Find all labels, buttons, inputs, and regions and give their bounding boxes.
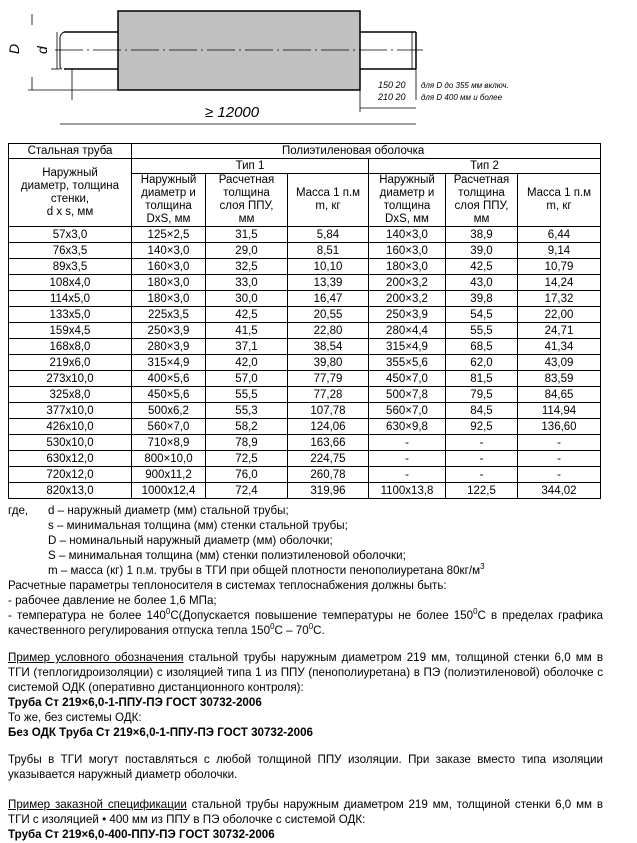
- legend-item: d – наружный диаметр (мм) стальной трубы;: [48, 504, 289, 517]
- table-cell: 10,10: [288, 259, 369, 275]
- table-cell: 560×7,0: [132, 419, 206, 435]
- table-cell: 5,84: [288, 227, 369, 243]
- table-cell: 32,5: [206, 259, 288, 275]
- table-cell: 55,5: [206, 387, 288, 403]
- table-cell: 31,5: [206, 227, 288, 243]
- table-cell: 9,14: [518, 243, 601, 259]
- table-cell: 16,47: [288, 291, 369, 307]
- table-cell: 200×3,2: [369, 275, 446, 291]
- table-cell: 900x11,2: [132, 467, 206, 483]
- table-cell: 377x10,0: [9, 403, 132, 419]
- label-d: d: [34, 46, 50, 54]
- table-cell: 224,75: [288, 451, 369, 467]
- table-cell: 43,09: [518, 355, 601, 371]
- table-cell: 84,5: [446, 403, 518, 419]
- table-cell: 30,0: [206, 291, 288, 307]
- table-cell: 39,80: [288, 355, 369, 371]
- table-cell: 77,28: [288, 387, 369, 403]
- table-cell: 260,78: [288, 467, 369, 483]
- legend: [8, 503, 603, 638]
- table-cell: 10,79: [518, 259, 601, 275]
- table-cell: 54,5: [446, 307, 518, 323]
- table-cell: 42,5: [206, 307, 288, 323]
- example1-text: стальной трубы наружным диаметром 219 мм, толщиной стенки 6,0 мм в ТГИ (теплогидроизоляции) с изоляцией типа 1 из ППУ (пенополиуретана) в ПЭ (полиэтиленовой) оболочке с системой ОДК (оперативно дистанционного контроля):: [8, 651, 603, 694]
- table-cell: 560×7,0: [369, 403, 446, 419]
- table-cell: 41,34: [518, 339, 601, 355]
- table-cell: 180×3,0: [132, 291, 206, 307]
- col-t2-mass: Масса 1 п.м m, кг: [518, 174, 601, 227]
- table-row: [9, 291, 601, 307]
- table-cell: 38,54: [288, 339, 369, 355]
- legend-item: D – номинальный наружный диаметр (мм) оболочки;: [48, 534, 333, 547]
- table-cell: 160×3,0: [132, 259, 206, 275]
- header-type2: Тип 2: [369, 159, 601, 174]
- col-t1-ppu: Расчетная толщина слоя ППУ, мм: [206, 174, 288, 227]
- table-cell: 720x12,0: [9, 467, 132, 483]
- legend-item: S – минимальная толщина (мм) стенки полиэтиленовой оболочки;: [48, 549, 406, 562]
- header-pe: Полиэтиленовая оболочка: [132, 144, 601, 159]
- pipe-spec-table: [8, 143, 601, 499]
- col-t2-ppu: Расчетная толщина слоя ППУ, мм: [446, 174, 518, 227]
- table-cell: 1100x13,8: [369, 483, 446, 499]
- table-row: [9, 419, 601, 435]
- table-cell: 225x3,5: [132, 307, 206, 323]
- table-cell: 315×4,9: [369, 339, 446, 355]
- table-cell: -: [518, 467, 601, 483]
- table-cell: 163,66: [288, 435, 369, 451]
- table-cell: 133x5,0: [9, 307, 132, 323]
- example1-title: Пример условного обозначения: [8, 651, 184, 664]
- table-cell: 820x13,0: [9, 483, 132, 499]
- table-cell: -: [446, 467, 518, 483]
- table-cell: 355×5,6: [369, 355, 446, 371]
- table-cell: 39,0: [446, 243, 518, 259]
- table-cell: -: [369, 451, 446, 467]
- table-cell: 500×7,8: [369, 387, 446, 403]
- table-cell: 180×3,0: [132, 275, 206, 291]
- table-cell: 17,32: [518, 291, 601, 307]
- table-row: [9, 259, 601, 275]
- table-cell: 140×3,0: [369, 227, 446, 243]
- table-cell: 114,94: [518, 403, 601, 419]
- table-cell: 72,5: [206, 451, 288, 467]
- table-row: [9, 275, 601, 291]
- legend-item: s – минимальная толщина (мм) стенки стальной трубы;: [48, 519, 348, 532]
- table-cell: 426x10,0: [9, 419, 132, 435]
- example1-same-without: То же, без системы ОДК:: [8, 711, 142, 724]
- table-cell: 79,5: [446, 387, 518, 403]
- table-cell: 107,78: [288, 403, 369, 419]
- table-cell: 81,5: [446, 371, 518, 387]
- table-cell: 400×5,6: [132, 371, 206, 387]
- legend-where: где,: [8, 504, 29, 517]
- table-cell: -: [446, 451, 518, 467]
- col-t1-dxs: Наружный диаметр и толщина DxS, мм: [132, 174, 206, 227]
- table-cell: 136,60: [518, 419, 601, 435]
- table-row: [9, 339, 601, 355]
- table-cell: 108x4,0: [9, 275, 132, 291]
- table-cell: 41,5: [206, 323, 288, 339]
- example2-title: Пример заказной спецификации: [8, 798, 187, 811]
- example-order: [8, 797, 603, 842]
- table-cell: 68,5: [446, 339, 518, 355]
- table-cell: 24,71: [518, 323, 601, 339]
- table-row: [9, 307, 601, 323]
- table-cell: 630x12,0: [9, 451, 132, 467]
- end-dim-1: 150 20: [378, 80, 406, 90]
- table-row: [9, 435, 601, 451]
- table-cell: 1000x12,4: [132, 483, 206, 499]
- example1-designation: Труба Ст 219×6,0-1-ППУ-ПЭ ГОСТ 30732-2006: [8, 696, 262, 709]
- header-steel: Стальная труба: [9, 144, 132, 159]
- table-cell: 55,5: [446, 323, 518, 339]
- table-cell: 280×3,9: [132, 339, 206, 355]
- table-cell: 42,0: [206, 355, 288, 371]
- example2-text: стальной трубы наружным диаметром 219 мм, толщиной стенки 6,0 мм в ТГИ с изоляцией • 400 мм из ППУ в ПЭ оболочке с системой ОДК:: [8, 798, 603, 826]
- table-row: [9, 403, 601, 419]
- table-cell: 39,8: [446, 291, 518, 307]
- table-cell: 114x5,0: [9, 291, 132, 307]
- table-cell: 76x3,5: [9, 243, 132, 259]
- pipe-drawing: [0, 0, 637, 140]
- table-cell: 800×10,0: [132, 451, 206, 467]
- end-note-2: для D 400 мм и более: [421, 93, 503, 102]
- legend-item: m – масса (кг) 1 п.м. трубы в ТГИ при общей плотности пенополиуретана $80кг/м^3$: [48, 562, 485, 577]
- table-row: [9, 467, 601, 483]
- table-cell: -: [446, 435, 518, 451]
- table-cell: 273x10,0: [9, 371, 132, 387]
- table-cell: 37,1: [206, 339, 288, 355]
- table-cell: 200×3,2: [369, 291, 446, 307]
- table-cell: 325x8,0: [9, 387, 132, 403]
- table-cell: 22,00: [518, 307, 601, 323]
- table-cell: 58,2: [206, 419, 288, 435]
- example-designation: [8, 650, 603, 740]
- example2-designation: Труба Ст 219×6,0-400-ППУ-ПЭ ГОСТ 30732-2006: [8, 828, 275, 841]
- table-cell: 125×2,5: [132, 227, 206, 243]
- table-cell: 122,5: [446, 483, 518, 499]
- table-cell: 8,51: [288, 243, 369, 259]
- table-cell: 450×5,6: [132, 387, 206, 403]
- table-row: [9, 451, 601, 467]
- table-cell: 168x8,0: [9, 339, 132, 355]
- table-cell: -: [518, 435, 601, 451]
- params-pressure: - рабочее давление не более 1,6 МПа;: [8, 594, 217, 607]
- table-cell: 124,06: [288, 419, 369, 435]
- table-row: [9, 387, 601, 403]
- table-cell: 33,0: [206, 275, 288, 291]
- table-row: [9, 243, 601, 259]
- table-cell: 710×8,9: [132, 435, 206, 451]
- table-cell: 78,9: [206, 435, 288, 451]
- table-cell: 344,02: [518, 483, 601, 499]
- label-D: D: [6, 43, 22, 54]
- params-temperature: - температура не более $140^0С(Допускается$ повышение температуры не более $150^0С$ в пределах графика качественного регулирования отпуска тепла $150^0С - 70^0С$.: [8, 607, 603, 637]
- table-row: [9, 227, 601, 243]
- table-cell: 319,96: [288, 483, 369, 499]
- table-cell: 530x10,0: [9, 435, 132, 451]
- table-cell: 89x3,5: [9, 259, 132, 275]
- table-cell: 250×3,9: [132, 323, 206, 339]
- col-steel-header: Наружный диаметр, толщина стенки, d x s, мм: [9, 159, 132, 227]
- end-dim-2: 210 20: [378, 92, 406, 102]
- col-t2-dxs: Наружный диаметр и толщина DxS, мм: [369, 174, 446, 227]
- table-cell: 250×3,9: [369, 307, 446, 323]
- table-cell: 92,5: [446, 419, 518, 435]
- table-cell: 83,59: [518, 371, 601, 387]
- table-cell: -: [369, 435, 446, 451]
- length-label: ≥ 12000: [205, 104, 260, 121]
- col-t1-mass: Масса 1 п.м m, кг: [288, 174, 369, 227]
- table-cell: 14,24: [518, 275, 601, 291]
- table-cell: 29,0: [206, 243, 288, 259]
- table-cell: 38,9: [446, 227, 518, 243]
- table-cell: 219x6,0: [9, 355, 132, 371]
- table-cell: 450×7,0: [369, 371, 446, 387]
- table-cell: -: [518, 451, 601, 467]
- table-cell: 43,0: [446, 275, 518, 291]
- table-row: [9, 355, 601, 371]
- table-cell: 6,44: [518, 227, 601, 243]
- table-cell: 160×3,0: [369, 243, 446, 259]
- table-cell: 72,4: [206, 483, 288, 499]
- header-type1: Тип 1: [132, 159, 369, 174]
- table-cell: 22,80: [288, 323, 369, 339]
- table-cell: -: [369, 467, 446, 483]
- table-row: [9, 323, 601, 339]
- table-cell: 280×4,4: [369, 323, 446, 339]
- table-cell: 315×4,9: [132, 355, 206, 371]
- table-cell: 62,0: [446, 355, 518, 371]
- table-cell: 140×3,0: [132, 243, 206, 259]
- table-cell: 77,79: [288, 371, 369, 387]
- table-cell: 84,65: [518, 387, 601, 403]
- pe-shell: [118, 11, 360, 90]
- table-cell: 159x4,5: [9, 323, 132, 339]
- note-thickness: Трубы в ТГИ могут поставляться с любой толщиной ППУ изоляции. При заказе вместо типа изоляции указывается наружный диаметр оболочки.: [8, 753, 603, 781]
- table-row: [9, 483, 601, 499]
- params-intro: Расчетные параметры теплоносителя в системах теплоснабжения должны быть:: [8, 579, 447, 592]
- table-cell: 180×3,0: [369, 259, 446, 275]
- table-cell: 500x6,2: [132, 403, 206, 419]
- table-cell: 57,0: [206, 371, 288, 387]
- table-cell: 630×9,8: [369, 419, 446, 435]
- example1-designation-no-odk: Без ОДК Труба Ст 219×6,0-1-ППУ-ПЭ ГОСТ 30732-2006: [8, 726, 313, 739]
- table-cell: 13,39: [288, 275, 369, 291]
- table-cell: 42,5: [446, 259, 518, 275]
- table-cell: 20,55: [288, 307, 369, 323]
- table-cell: 57x3,0: [9, 227, 132, 243]
- table-cell: 55,3: [206, 403, 288, 419]
- table-row: [9, 371, 601, 387]
- table-cell: 76,0: [206, 467, 288, 483]
- end-note-1: для D до 355 мм включ.: [421, 81, 509, 90]
